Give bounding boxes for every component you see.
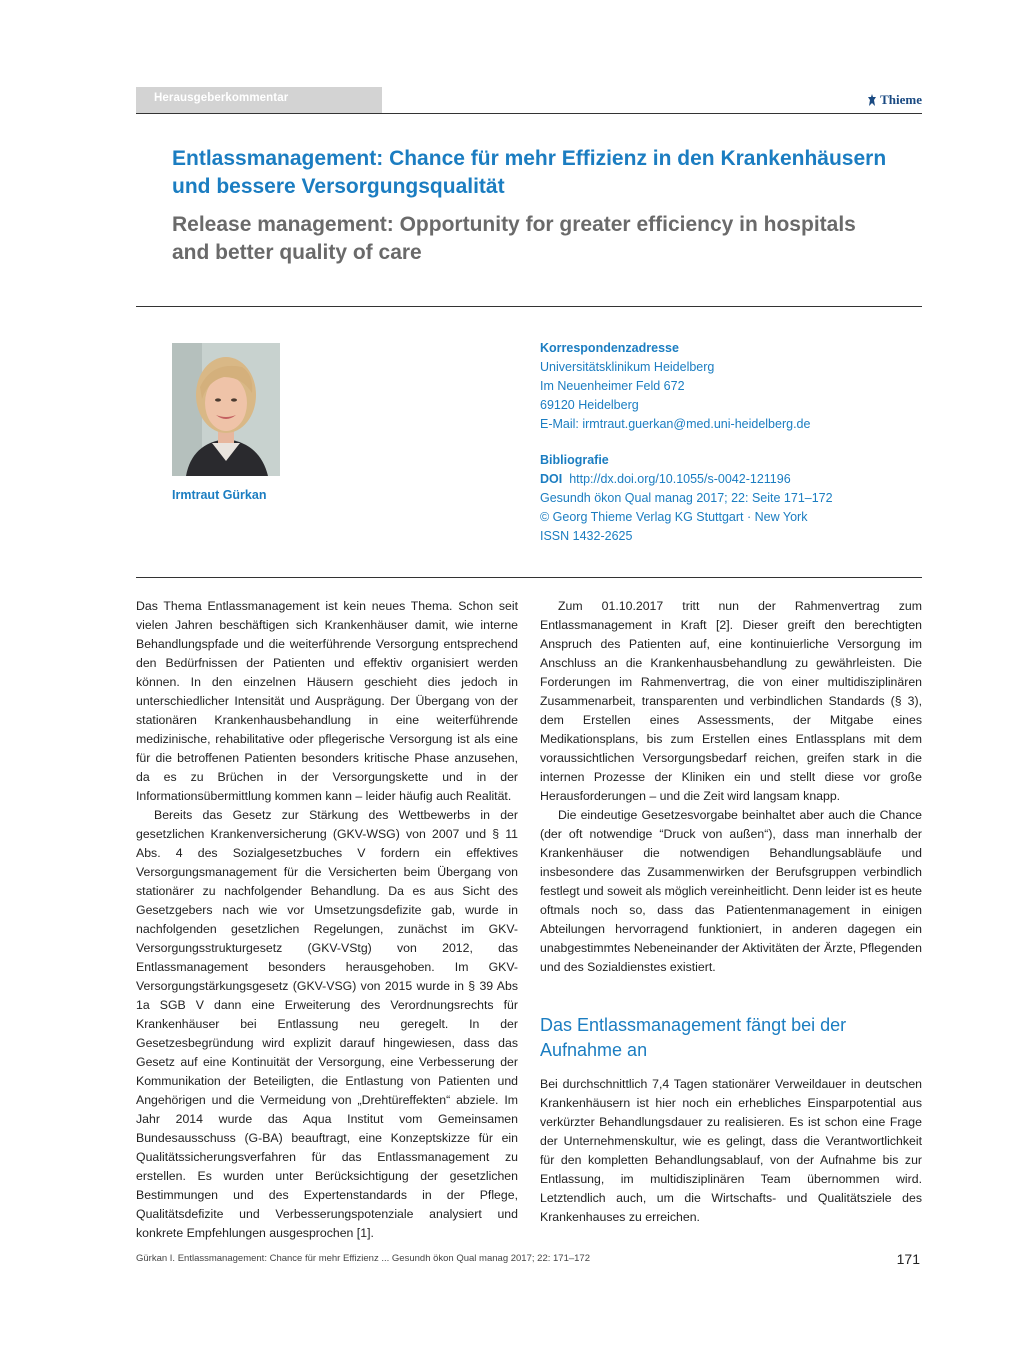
header-divider <box>136 113 922 114</box>
body-paragraph: Zum 01.10.2017 tritt nun der Rahmenvertrag zum Entlassmanagement in Kraft [2]. Dieser greift den berechtigten Anspruch des Patienten auf, eine kontinuierliche Versorgung im Anschluss an die Krankenhausbehandlung zu gewährleisten. Die Forderungen im Rahmenvertrag, die von einer multidisziplinären Zusammenarbeit, transparenten und verbindlichen Standards (§ 3), dem Erstellen eines Assessments, der Mitgabe eines Medikationsplans, bis zum Erstellen eines Entlassplans mit dem voraussichtlichen Versorgungsbedarf reichen, greifen stark in die internen Prozesse der Kliniken ein und stellt diese vor große Herausforderungen – und die Zeit wird langsam knapp. <box>540 599 922 803</box>
doi-label: DOI <box>540 472 563 486</box>
bibliography-heading: Bibliografie <box>540 453 609 467</box>
bibliography-block <box>540 451 833 546</box>
section-tab <box>136 87 382 113</box>
publisher-name: Thieme <box>880 92 922 107</box>
bibliography-line: Gesundh ökon Qual manag 2017; 22: Seite 171–172 <box>540 491 833 505</box>
author-name: Irmtraut Gürkan <box>172 488 267 502</box>
correspondence-line: Im Neuenheimer Feld 672 <box>540 379 685 393</box>
body-paragraph: Bereits das Gesetz zur Stärkung des Wettbewerbs in der gesetzlichen Krankenversicherung (GKV-WSG) von 2007 und § 11 Abs. 4 des Sozialgesetzbuches V fordern ein effektives Versorgungsmanagement für die Versicherten beim Übergang von stationärer zu nachfolgender Behandlung. Da es aus Sicht des Gesetzgebers nach wie vor Umsetzungsdefizite gab, wurde in nachfolgenden gesetzlichen Regelungen, zunächst im GKV-Versorgungsstrukturgesetz (GKV-VStg) von 2012, das Entlassmanagement besonders herausgehoben. Im GKV-Versorgungstärkungsgesetz (GKV-VSG) von 2015 wurde in § 39 Abs 1a SGB V dann eine Erweiterung des Verordnungsrechts für Krankenhäuser bei Entlassung neu geregelt. In der Gesetzesbegründung wird explizit darauf hingewiesen, dass das Gesetz auf eine Kontinuität der Versorgung, eine Verbesserung der Kommunikation der Beteiligten, die Entlastung von Patienten und Angehörigen und die Vermeidung von „Drehtüreffekten“ abziele. Im Jahr 2014 wurde das Aqua Institut vom Gemeinsamen Bundesausschuss (G-BA) beauftragt, eine Konzeptskizze für ein Qualitätssicherungsverfahren für das Entlassmanagement zu erstellen. Es wurden unter Berücksichtigung der gesetzlichen Bestimmungen und des Expertenstandards in der Pflege, Qualitätsdefizite und Verbesserungspotenziale analysiert und konkrete Empfehlungen ausgesprochen [1]. <box>136 808 518 1240</box>
correspondence-heading: Korrespondenzadresse <box>540 341 679 355</box>
title-english: Release management: Opportunity for greater efficiency in hospitals and better quality of care <box>172 213 856 264</box>
body-column-left <box>136 597 518 1243</box>
meta-divider <box>136 577 922 578</box>
doi-link[interactable]: http://dx.doi.org/10.1055/s-0042-121196 <box>569 472 791 486</box>
body-paragraph: Das Thema Entlassmanagement ist kein neues Thema. Schon seit vielen Jahren beschäftigen sich Krankenhäuser damit, wie interne Behandlungspfade und die weiterführende Versorgung entsprechend den Bedürfnissen der Patienten und effektiv organisiert werden können. In den einzelnen Häusern geschieht dies jedoch in unterschiedlicher Intensität und Ausprägung. Der Übergang von der stationären Krankenhausbehandlung in eine weiterführende medizinische, rehabilitative oder pflegerische Versorgung ist als eine für die betroffenen Patienten besonders kritische Phase anzusehen, da es zu Brüchen in der Versorgungskette und in der Informationsübermittlung kommen kann – leider häufig auch Realität. <box>136 599 518 803</box>
footer-citation: Gürkan I. Entlassmanagement: Chance für mehr Effizienz ... Gesundh ökon Qual manag 2017; 22: 171–172 <box>136 1253 590 1264</box>
bibliography-line: ISSN 1432-2625 <box>540 529 633 543</box>
correspondence-line: 69120 Heidelberg <box>540 398 639 412</box>
bibliography-line: © Georg Thieme Verlag KG Stuttgart · New York <box>540 510 808 524</box>
thieme-emblem-icon <box>867 94 877 107</box>
section-label: Herausgeberkommentar <box>154 92 289 104</box>
correspondence-block <box>540 339 810 434</box>
author-portrait-image <box>172 343 280 476</box>
body-paragraph: Bei durchschnittlich 7,4 Tagen stationärer Verweildauer in deutschen Krankenhäusern ist hier noch ein erhebliches Einsparpotential aus verkürzter Behandlungsdauer zu realisieren. Es ist schon eine Frage der Unternehmenskultur, wie es gelingt, dass die Verantwortlichkeit für den kompletten Behandlungsablauf, von der Aufnahme bis zur Entlassung, im multidisziplinären Team übernommen wird. Letztendlich auch, um die Wirtschafts- und Qualitätsziele des Krankenhauses zu erreichen. <box>540 1077 922 1224</box>
body-paragraph: Die eindeutige Gesetzesvorgabe beinhaltet aber auch die Chance (der oft notwendige “Druck von außen“), dass man innerhalb der Krankenhäuser die notwendigen Behandlungsabläufe und insbesondere das Zusammenwirken der Berufsgruppen verbindlich festlegt und soweit als möglich vereinheitlicht. Denn leider ist es heute oftmals noch so, dass das Patientenmanagement in einigen Abteilungen hervorragend funktioniert, in anderen dagegen ein unabgestimmtes Nebeneinander der Aktivitäten der Ärzte, Pflegenden und des Sozialdienstes existiert. <box>540 808 922 974</box>
publisher-logo <box>867 92 922 108</box>
section-heading: Das Entlassmanagement fängt bei der Aufnahme an <box>540 1015 847 1060</box>
page-number: 171 <box>896 1251 920 1267</box>
body-column-right <box>540 597 922 1227</box>
author-photo <box>172 343 280 476</box>
doi-line <box>540 470 833 489</box>
title-divider <box>136 306 922 307</box>
title-german: Entlassmanagement: Chance für mehr Effizienz in den Krankenhäusern und bessere Versorgungsqualität <box>172 147 887 198</box>
correspondence-line: Universitätsklinikum Heidelberg <box>540 360 715 374</box>
correspondence-email[interactable]: E-Mail: irmtraut.guerkan@med.uni-heidelberg.de <box>540 417 811 431</box>
